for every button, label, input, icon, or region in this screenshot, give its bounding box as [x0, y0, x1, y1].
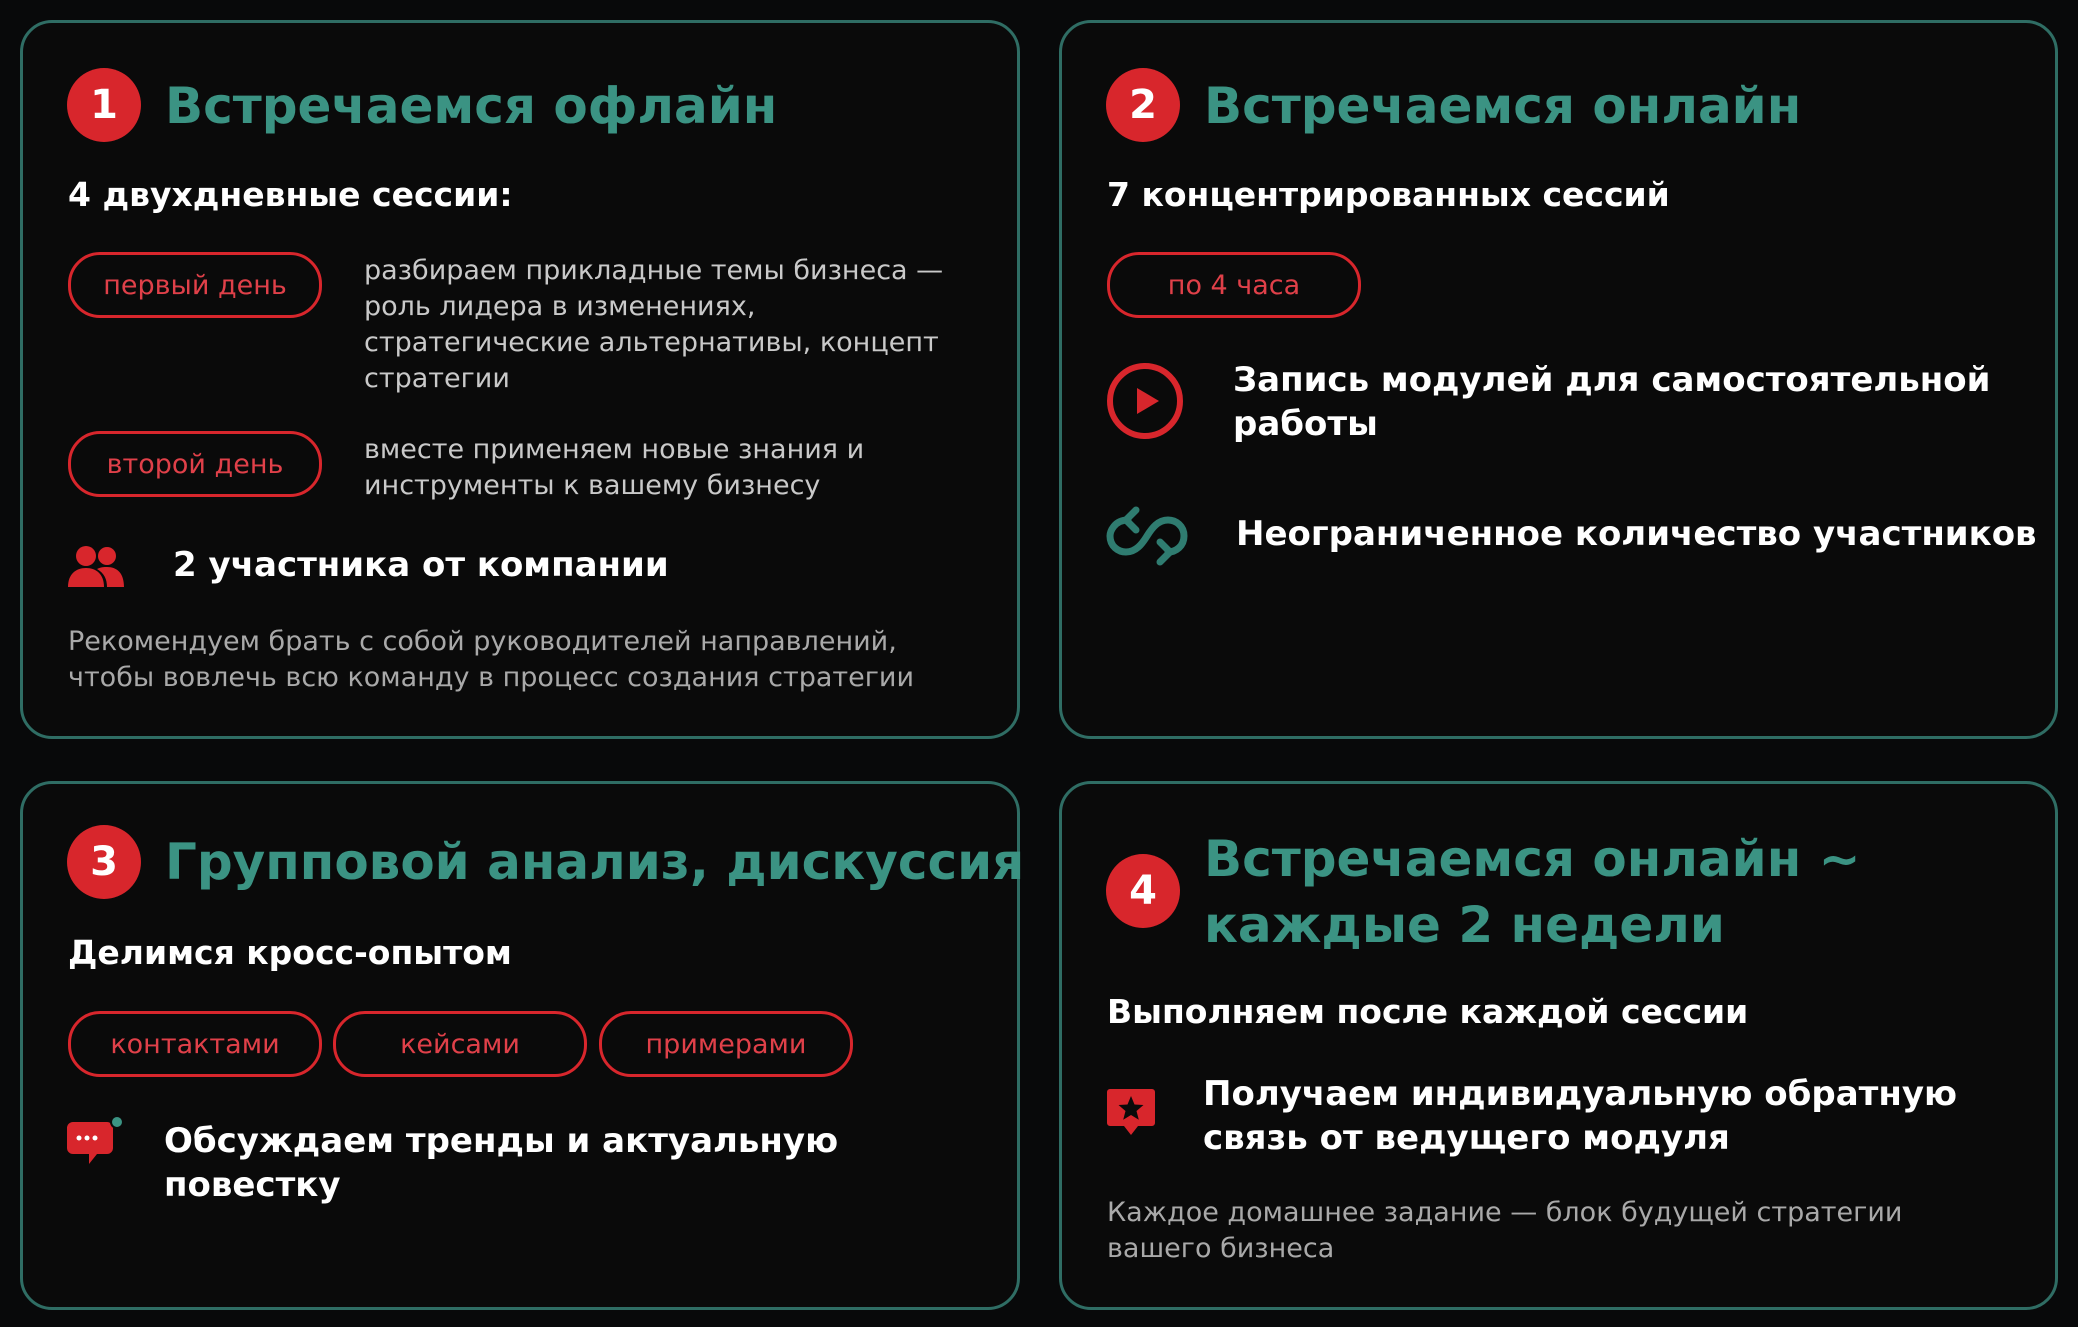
card-title: Встречаемся онлайн — [1204, 77, 1802, 135]
card-group-analysis — [20, 781, 1025, 1310]
play-icon — [1106, 362, 1184, 440]
card-subtitle: 7 концентрированных сессий — [1107, 175, 1670, 214]
pill-duration: по 4 часа — [1107, 252, 1361, 318]
feature-trends: Обсуждаем тренды и актуальную повестку — [164, 1121, 839, 1205]
card-subtitle: 4 двухдневные сессии: — [68, 175, 513, 214]
pill-second-day: второй день — [68, 431, 322, 497]
card-online — [1059, 20, 2058, 739]
tag-contacts: контактами — [68, 1011, 322, 1077]
infinity-arrows-icon — [1106, 506, 1188, 566]
first-day-description: разбираем прикладные темы бизнеса — роль лидера в изменениях, стратегические альтернативы, концепт стратегии — [364, 255, 944, 394]
tag-examples: примерами — [599, 1011, 853, 1077]
star-badge-icon — [1106, 1087, 1156, 1137]
tag-cases: кейсами — [333, 1011, 587, 1077]
feature-recordings: Запись модулей для самостоятельной работы — [1233, 360, 1991, 444]
feature-participants: Неограниченное количество участников — [1236, 514, 2037, 554]
users-icon — [67, 545, 125, 589]
feature-feedback: Получаем индивидуальную обратную связь от ведущего модуля — [1203, 1074, 1958, 1158]
step-number-badge: 1 — [67, 68, 141, 142]
card-title: Встречаемся офлайн — [165, 77, 778, 135]
card-subtitle: Делимся кросс-опытом — [68, 933, 512, 972]
chat-icon — [67, 1114, 127, 1170]
card-subtitle: Выполняем после каждой сессии — [1107, 992, 1749, 1031]
recommendation-note: Рекомендуем брать с собой руководителей направлений, чтобы вовлечь всю команду в процесс создания стратегии — [68, 626, 915, 693]
second-day-description: вместе применяем новые знания и инструменты к вашему бизнесу — [364, 434, 865, 501]
homework-note: Каждое домашнее задание — блок будущей стратегии вашего бизнеса — [1107, 1197, 1903, 1264]
participants-text: 2 участника от компании — [173, 545, 669, 585]
step-number-badge: 4 — [1106, 854, 1180, 928]
step-number-badge: 3 — [67, 825, 141, 899]
card-offline — [20, 20, 1020, 739]
pill-first-day: первый день — [68, 252, 322, 318]
card-title-line1: Встречаемся онлайн ~ — [1204, 830, 1861, 888]
step-number-badge: 2 — [1106, 68, 1180, 142]
card-title: Групповой анализ, дискуссия — [165, 833, 1025, 891]
card-biweekly — [1059, 781, 2058, 1310]
card-title-line2: каждые 2 недели — [1204, 896, 1725, 954]
